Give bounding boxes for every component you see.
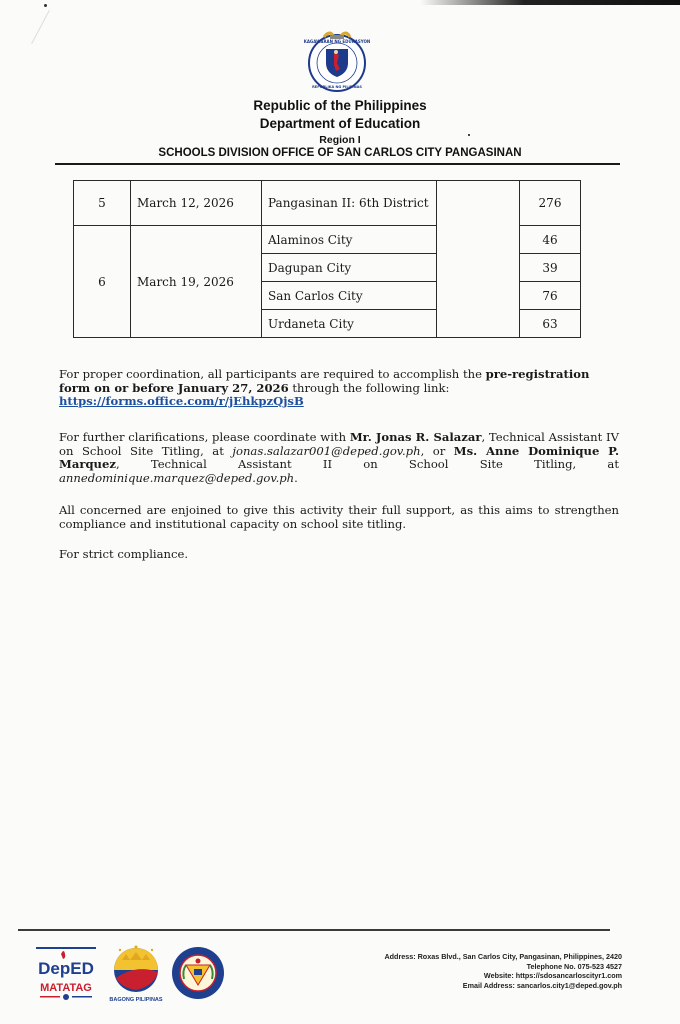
registration-deadline: pre-registration form on or before January 27, 2026 [59, 367, 590, 395]
text: For further clarifications, please coordinate with [59, 430, 350, 444]
footer-email: Email Address: sancarlos.city1@deped.gov.ph [462, 980, 622, 990]
table-row [74, 181, 581, 226]
blank-column [437, 181, 520, 338]
letterhead-region: Region I [319, 134, 361, 146]
participant-count: 46 [520, 226, 581, 254]
letterhead-division: SCHOOLS DIVISION OFFICE OF SAN CARLOS CITY PANGASINAN [158, 147, 522, 159]
matatag-wordmark: MATATAG [40, 982, 92, 994]
area-name: Dagupan City [262, 254, 437, 282]
paragraph-clarifications [59, 431, 619, 485]
participant-count: 39 [520, 254, 581, 282]
row-number: 5 [74, 181, 131, 226]
contact-name-2: Ms. Anne Dominique P. Marquez [59, 443, 620, 471]
row-number: 6 [74, 226, 131, 338]
footer-address: Address: Roxas Blvd., San Carlos City, Pangasinan, Philippines, 2420 [384, 952, 622, 961]
bagong-pilipinas-wordmark: BAGONG PILIPINAS [109, 997, 163, 1003]
text: , or [420, 443, 454, 458]
paragraph-registration [59, 368, 619, 409]
footer-contact-info [384, 952, 622, 990]
text: , Technical Assistant IV on School Site Titling, at [59, 430, 619, 458]
scan-mark [44, 4, 47, 7]
deped-wordmark: DepED [38, 959, 94, 978]
text: For proper coordination, all participants are required to accomplish the [59, 367, 486, 381]
contact-name-1: Mr. Jonas R. Salazar [349, 430, 482, 444]
participant-count: 276 [520, 181, 581, 226]
text: through the following link: [288, 380, 450, 395]
letterhead-republic: Republic of the Philippines [253, 98, 427, 113]
area-name: Urdaneta City [262, 310, 437, 338]
bagong-pilipinas-logo-icon [108, 942, 164, 1004]
participant-count: 63 [520, 310, 581, 338]
contact-email-2: annedominique.marquez@deped.gov.ph [59, 470, 295, 485]
header-divider [55, 163, 620, 165]
footer-telephone: Telephone No. 075-523 4527 [526, 961, 622, 971]
area-name: Pangasinan II: 6th District [262, 181, 437, 226]
participant-count: 76 [520, 282, 581, 310]
scan-fold-line [31, 10, 50, 44]
schedule-table [73, 180, 581, 338]
svg-text:KAGAWARAN NG EDUKASYON: KAGAWARAN NG EDUKASYON [304, 39, 370, 44]
paragraph-compliance: For strict compliance. [59, 547, 189, 561]
row-date: March 12, 2026 [131, 181, 262, 226]
registration-form-link[interactable]: https://forms.office.com/r/jEhkpzQjsB [59, 394, 304, 408]
row-date: March 19, 2026 [131, 226, 262, 338]
contact-email-1: jonas.salazar001@deped.gov.ph [232, 443, 421, 458]
footer-divider [18, 929, 610, 931]
scan-speck [468, 134, 470, 136]
sdo-san-carlos-seal-icon [170, 945, 226, 1001]
area-name: Alaminos City [262, 226, 437, 254]
footer-website: Website: https://sdosancarloscityr1.com [483, 971, 622, 980]
paragraph-support: All concerned are enjoined to give this activity their full support, as this aims to strengthen compliance and institutional capacity on school site titling. [59, 503, 619, 531]
text: . [294, 470, 298, 485]
svg-text:REPUBLIKA NG PILIPINAS: REPUBLIKA NG PILIPINAS [312, 85, 362, 89]
text: , Technical Assistant II on School Site Titling, at [115, 457, 619, 471]
letterhead-department: Department of Education [259, 116, 421, 131]
deped-matatag-logo-icon [36, 944, 98, 1004]
deped-seal-icon [304, 25, 370, 95]
area-name: San Carlos City [262, 282, 437, 310]
scan-top-edge [420, 0, 680, 5]
